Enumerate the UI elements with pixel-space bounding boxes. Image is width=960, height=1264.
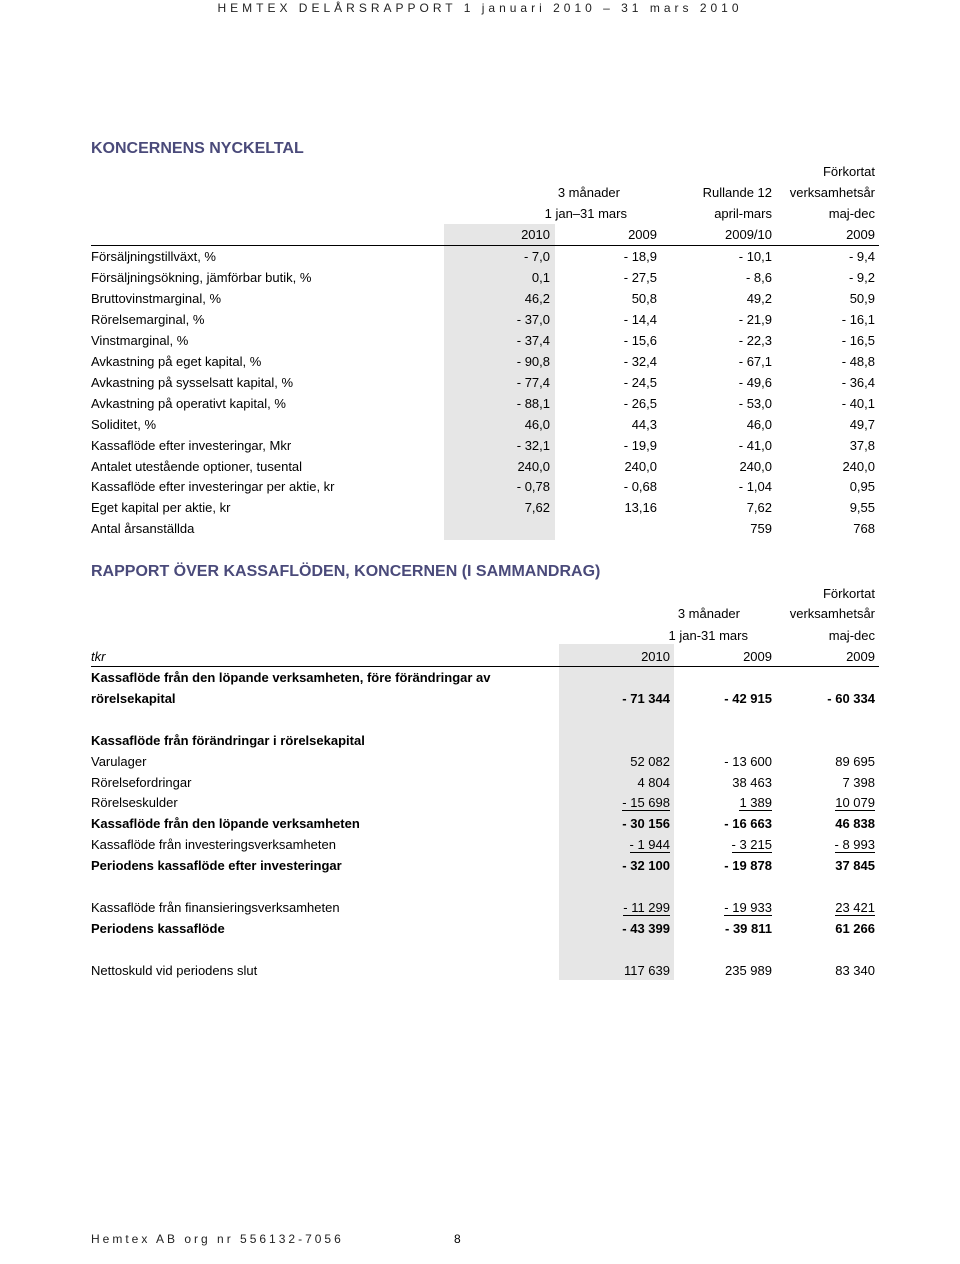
row-label: Rörelsemarginal, % <box>91 311 205 327</box>
row-value-text: - 32 100 <box>622 858 670 874</box>
row-value-text: - 39 811 <box>725 920 772 936</box>
row-value-text: 4 804 <box>637 774 670 790</box>
row-value: - 53,0 <box>738 395 772 411</box>
row-value: 7,62 <box>746 500 772 516</box>
row-label: Försäljningstillväxt, % <box>91 249 216 264</box>
row-value: 759 <box>750 521 772 537</box>
header-maj-dec: maj-dec <box>828 206 875 221</box>
row-value-text: - 19 878 <box>724 858 772 874</box>
row-value <box>570 775 670 790</box>
row-value: 240,0 <box>739 458 772 474</box>
row-value: - 8,6 <box>745 269 772 285</box>
row-value-text: 83 340 <box>835 962 875 978</box>
year-col-4: 2009 <box>846 227 875 242</box>
row-label: Rörelseskulder <box>91 795 178 811</box>
row-value: - 16,1 <box>841 311 875 327</box>
row-value-text: - 1 944 <box>629 837 670 853</box>
row-value: - 32,4 <box>623 353 657 369</box>
row-label: Avkastning på sysselsatt kapital, % <box>91 374 294 390</box>
row-label: Försäljningsökning, jämförbar butik, % <box>91 269 312 285</box>
row-value-text: - 60 334 <box>827 690 875 706</box>
row-value-text: - 16 663 <box>724 816 772 832</box>
row-value <box>570 900 670 915</box>
row-value: 0,1 <box>531 269 550 285</box>
row-value: - 36,4 <box>841 374 875 390</box>
row-label: Varulager <box>91 753 147 769</box>
row-value <box>672 837 772 852</box>
year-col-2: 2009 <box>743 649 772 664</box>
row-value: - 0,68 <box>623 479 657 495</box>
header-verksamhetsar: verksamhetsår <box>789 185 875 200</box>
row-value <box>775 691 875 706</box>
row-value-text: - 19 933 <box>724 899 772 915</box>
row-value <box>570 816 670 831</box>
row-value <box>775 837 875 852</box>
row-value: - 9,2 <box>848 269 875 285</box>
row-label: Kassaflöde från investeringsverksamheten <box>91 837 336 853</box>
row-value <box>672 775 772 790</box>
row-value: - 0,78 <box>516 479 550 495</box>
row-value: 50,8 <box>631 290 657 306</box>
year-col-3: 2009/10 <box>725 227 772 242</box>
row-value-text: - 15 698 <box>622 795 670 811</box>
header-forkortat: Förkortat <box>822 164 875 179</box>
row-value-text: 10 079 <box>835 795 875 811</box>
row-label: Bruttovinstmarginal, % <box>91 290 222 306</box>
row-value: - 21,9 <box>738 311 772 327</box>
row-value: 0,95 <box>849 479 875 495</box>
row-value <box>775 754 875 769</box>
row-value: 9,55 <box>849 500 875 516</box>
header-forkortat: Förkortat <box>822 586 875 601</box>
row-value-text: - 13 600 <box>724 753 772 769</box>
row-value-text: - 71 344 <box>622 690 670 706</box>
header-april-mars: april-mars <box>714 206 772 221</box>
page-number: 8 <box>454 1232 461 1246</box>
year-col-3: 2009 <box>846 649 875 664</box>
section-title-key-ratios: KONCERNENS NYCKELTAL <box>91 140 304 157</box>
row-value: - 9,4 <box>848 249 875 264</box>
row-value: 7,62 <box>524 500 550 516</box>
row-value: - 26,5 <box>623 395 657 411</box>
row-value-text: - 11 299 <box>623 899 670 915</box>
row-value <box>775 900 875 915</box>
header-rule <box>91 666 879 667</box>
row-value-text: 38 463 <box>732 774 772 790</box>
row-value <box>775 795 875 810</box>
row-value: 50,9 <box>849 290 875 306</box>
row-value-text: 52 082 <box>630 753 670 769</box>
row-value <box>570 858 670 873</box>
row-value: - 37,0 <box>516 311 550 327</box>
row-value-text: 46 838 <box>835 816 875 832</box>
row-value-text: - 3 215 <box>731 837 772 853</box>
row-value <box>570 754 670 769</box>
row-value: - 37,4 <box>516 332 550 348</box>
row-label: Avkastning på eget kapital, % <box>91 353 262 369</box>
row-value <box>775 921 875 936</box>
row-value <box>570 691 670 706</box>
row-value-text: 23 421 <box>835 899 875 915</box>
row-value: - 88,1 <box>516 395 550 411</box>
row-value: - 67,1 <box>738 353 772 369</box>
header-3-manader: 3 månader <box>557 185 620 200</box>
row-value <box>775 775 875 790</box>
row-value <box>570 795 670 810</box>
row-value: 240,0 <box>517 458 550 474</box>
row-value: - 16,5 <box>841 332 875 348</box>
row-label: Eget kapital per aktie, kr <box>91 500 231 516</box>
row-value-text: 235 989 <box>725 962 772 978</box>
row-value: 240,0 <box>842 458 875 474</box>
row-value-text: - 8 993 <box>834 837 875 853</box>
row-value: 44,3 <box>631 416 657 432</box>
row-value <box>672 691 772 706</box>
row-value: - 24,5 <box>623 374 657 390</box>
row-label: Kassaflöde från den löpande verksamheten, före förändringar av <box>91 670 491 685</box>
row-value: - 90,8 <box>516 353 550 369</box>
row-label: Nettoskuld vid periodens slut <box>91 962 258 978</box>
row-value: - 27,5 <box>623 269 657 285</box>
row-value: - 18,9 <box>623 249 657 264</box>
header-period: 1 jan-31 mars <box>668 628 748 643</box>
year-col-1: 2010 <box>521 227 550 242</box>
row-value: - 10,1 <box>738 249 772 264</box>
row-value <box>775 816 875 831</box>
header-period: 1 jan–31 mars <box>544 206 627 221</box>
row-label: Antal årsanställda <box>91 521 195 537</box>
row-label: Kassaflöde från den löpande verksamheten <box>91 816 360 832</box>
row-value: - 22,3 <box>738 332 772 348</box>
row-value <box>570 921 670 936</box>
row-value: - 77,4 <box>516 374 550 390</box>
row-value-text: 7 398 <box>842 774 875 790</box>
row-value: - 14,4 <box>623 311 657 327</box>
row-value-text: - 30 156 <box>622 816 670 832</box>
row-value: 46,2 <box>524 290 550 306</box>
row-label: rörelsekapital <box>91 690 176 706</box>
row-label: Periodens kassaflöde <box>91 920 225 936</box>
row-value <box>775 963 875 978</box>
row-value-text: - 42 915 <box>724 690 772 706</box>
row-value: 13,16 <box>624 500 657 516</box>
unit-label: tkr <box>91 649 106 664</box>
row-value-text: 117 639 <box>623 962 670 978</box>
row-value: - 41,0 <box>738 437 772 453</box>
row-value: - 7,0 <box>523 249 550 264</box>
header-rullande: Rullande 12 <box>702 185 772 200</box>
row-value: 49,2 <box>746 290 772 306</box>
year-col-2: 2009 <box>628 227 657 242</box>
row-value <box>570 963 670 978</box>
row-value <box>570 837 670 852</box>
row-value <box>672 921 772 936</box>
row-value: - 40,1 <box>841 395 875 411</box>
page-header: HEMTEX DELÅRSRAPPORT 1 januari 2010 – 31 mars 2010 <box>217 1 743 15</box>
row-value: - 49,6 <box>738 374 772 390</box>
footer-company: Hemtex AB org nr 556132-7056 <box>91 1232 344 1246</box>
row-label: Avkastning på operativt kapital, % <box>91 395 286 411</box>
row-label: Vinstmarginal, % <box>91 332 189 348</box>
row-label: Kassaflöde från finansieringsverksamheten <box>91 899 340 915</box>
row-label: Kassaflöde efter investeringar, Mkr <box>91 437 292 453</box>
header-rule <box>91 245 879 246</box>
row-value <box>672 963 772 978</box>
year-col-1: 2010 <box>641 649 670 664</box>
row-label: Periodens kassaflöde efter investeringar <box>91 858 342 874</box>
row-value-text: - 43 399 <box>622 920 670 936</box>
row-value: - 19,9 <box>623 437 657 453</box>
row-value: 37,8 <box>849 437 875 453</box>
row-value: 49,7 <box>849 416 875 432</box>
row-value <box>672 900 772 915</box>
section-title-cashflow: RAPPORT ÖVER KASSAFLÖDEN, KONCERNEN (I SAMMANDRAG) <box>91 563 601 580</box>
row-value: - 15,6 <box>623 332 657 348</box>
row-label: Kassaflöde från förändringar i rörelsekapital <box>91 732 365 748</box>
row-value-text: 61 266 <box>835 920 875 936</box>
row-value <box>775 858 875 873</box>
row-value: 46,0 <box>524 416 550 432</box>
header-maj-dec: maj-dec <box>828 628 875 643</box>
row-value: - 48,8 <box>841 353 875 369</box>
row-label: Soliditet, % <box>91 416 157 432</box>
row-value-text: 1 389 <box>739 795 772 811</box>
row-value <box>672 795 772 810</box>
row-value: - 1,04 <box>738 479 772 495</box>
row-label: Rörelsefordringar <box>91 774 192 790</box>
row-value-text: 89 695 <box>835 753 875 769</box>
row-value: 46,0 <box>746 416 772 432</box>
row-value: - 32,1 <box>516 437 550 453</box>
row-value: 768 <box>853 521 875 537</box>
header-3-manader: 3 månader <box>677 606 740 621</box>
row-value <box>672 754 772 769</box>
row-value <box>672 858 772 873</box>
row-label: Kassaflöde efter investeringar per aktie, kr <box>91 479 335 495</box>
row-label: Antalet utestående optioner, tusental <box>91 458 303 474</box>
row-value: 240,0 <box>624 458 657 474</box>
row-value-text: 37 845 <box>835 858 875 874</box>
row-value <box>672 816 772 831</box>
header-verksamhetsar: verksamhetsår <box>789 606 875 621</box>
